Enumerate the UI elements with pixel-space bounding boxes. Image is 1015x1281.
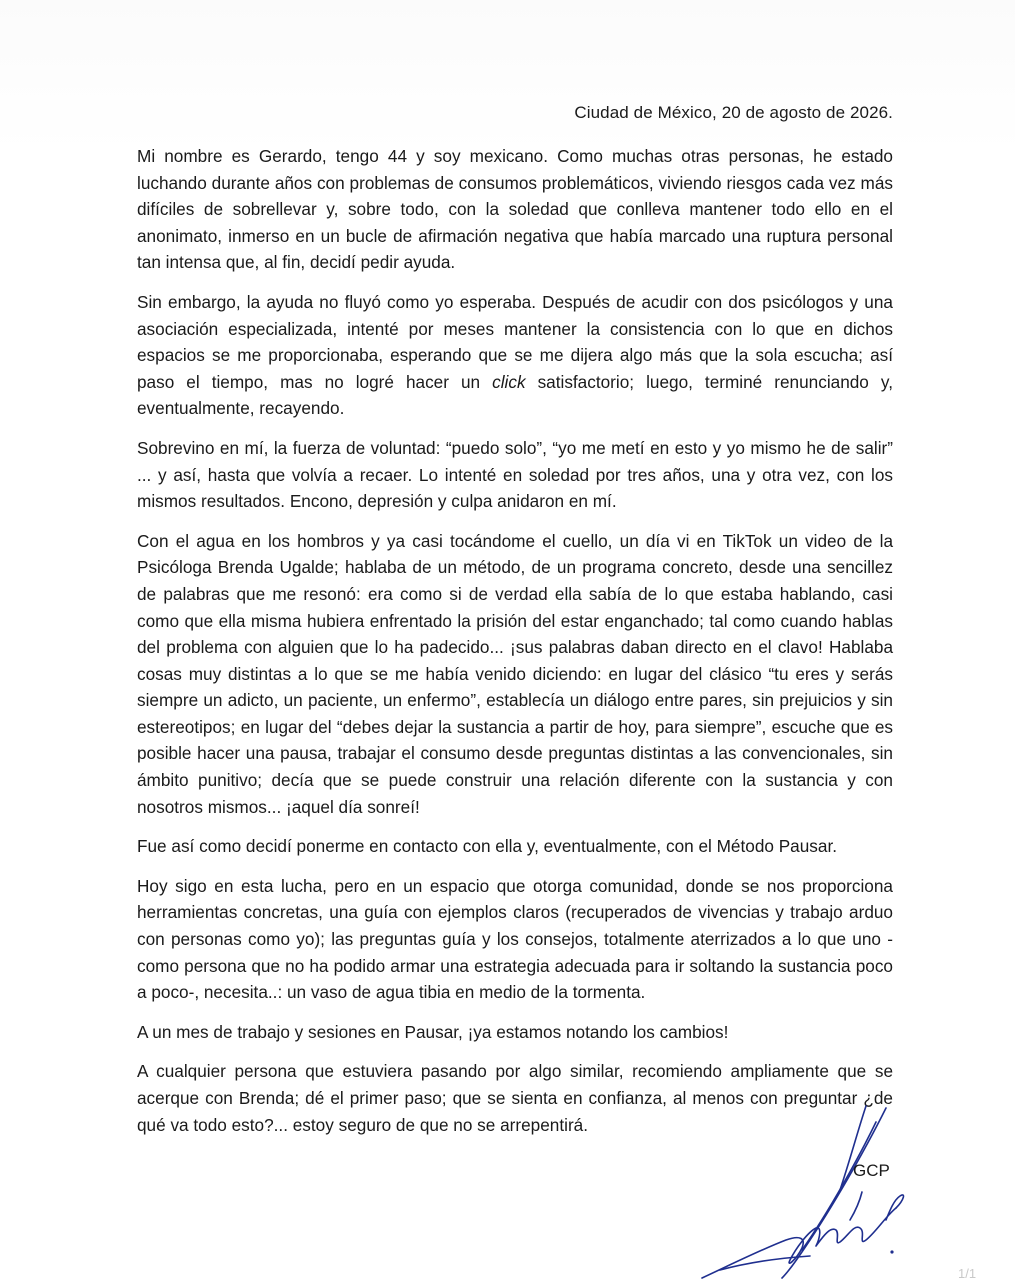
click-italic-word: click — [492, 371, 526, 392]
paragraph-community: Hoy sigo en esta lucha, pero en un espacio que otorga comunidad, donde se nos proporciona herramientas concretas, una guía con ejemplos claros (recuperados de vivencias y trabajo arduo con personas como yo); las preguntas guía y los consejos, totalmente aterrizados a lo que uno -como persona que no ha podido armar una estrategia adecuada para ir soltando la sustancia poco a poco-, necesita..: un vaso de agua tibia en medio de la tormenta. — [137, 875, 893, 1003]
paragraph-willpower: Sobrevino en mí, la fuerza de voluntad: “puedo solo”, “yo me metí en esto y yo mismo he de salir” ... y así, hasta que volvía a recaer. Lo intenté en soledad por tres años, una y otra vez, con los mismos resultados. Encono, depresión y culpa anidaron en mí. — [137, 437, 893, 512]
letter-body — [137, 143, 893, 1151]
page-number: 1/1 — [958, 1266, 977, 1281]
paragraph-first-attempts-start: Sin embargo, la ayuda no fluyó como yo esperaba. Después de acudir con dos psicólogos y una asociación especializada, intenté por meses mantener la consistencia con lo que en dichos espacios se me proporcionaba, esperando que se me dijera algo más que la sola escucha; así paso el tiempo, mas no logré hacer un — [137, 291, 893, 392]
paragraph-introduction: Mi nombre es Gerardo, tengo 44 y soy mexicano. Como muchas otras personas, he estado luchando durante años con problemas de consumos problemáticos, viviendo riesgos cada vez más difíciles de sobrellevar y, sobre todo, con la soledad que conlleva mantener todo ello en el anonimato, inmerso en un bucle de afirmación negativa que había marcado una ruptura personal tan intensa que, al fin, decidí pedir ayuda. — [137, 146, 893, 273]
paragraph-contact: Fue así como decidí ponerme en contacto con ella y, eventualmente, con el Método Pausar. — [137, 836, 838, 857]
paragraph-discovery: Con el agua en los hombros y ya casi tocándome el cuello, un día vi en TikTok un video de la Psicóloga Brenda Ugalde; hablaba de un método, de un programa concreto, desde una sencillez de palabras que me resonó: era como si de verdad ella sabía de lo que estaba hablando, casi como que ella misma hubiera enfrentado la prisión del estar enganchado; tal como cuando hablas del problema con alguien que lo ha padecido... ¡sus palabras daban directo en el clavo! Hablaba cosas muy distintas a lo que se me había venido diciendo: en lugar del clásico “tu eres y serás siempre un adicto, un paciente, un enfermo”, establecía un diálogo entre pares, sin prejuicios y sin estereotipos; en lugar del “debes dejar la sustancia a partir de hoy, para siempre”, escuche que es posible hacer una pausa, trabajar el consumo desde preguntas distintas a las convencionales, sin ámbito punitivo; decía que se puede construir una relación diferente con la sustancia y con nosotros mismos... ¡aquel día sonreí! — [137, 530, 893, 817]
date-line: Ciudad de México, 20 de agosto de 2026. — [574, 103, 893, 122]
signer-initials: GCP — [853, 1161, 890, 1180]
paragraph-first-attempts — [137, 289, 893, 422]
handwritten-signature — [690, 1100, 930, 1280]
paragraph-recommendation: A cualquier persona que estuviera pasando por algo similar, recomiendo ampliamente que se acerque con Brenda; dé el primer paso; que se sienta en confianza, al menos con preguntar ¿de qué va todo esto?... estoy seguro de que no se arrepentirá. — [137, 1061, 893, 1135]
paragraph-first-attempts-end: satisfactorio; luego, terminé renunciando y, eventualmente, recayendo. — [137, 371, 893, 419]
paragraph-progress: A un mes de trabajo y sesiones en Pausar, ¡ya estamos notando los cambios! — [137, 1021, 729, 1042]
